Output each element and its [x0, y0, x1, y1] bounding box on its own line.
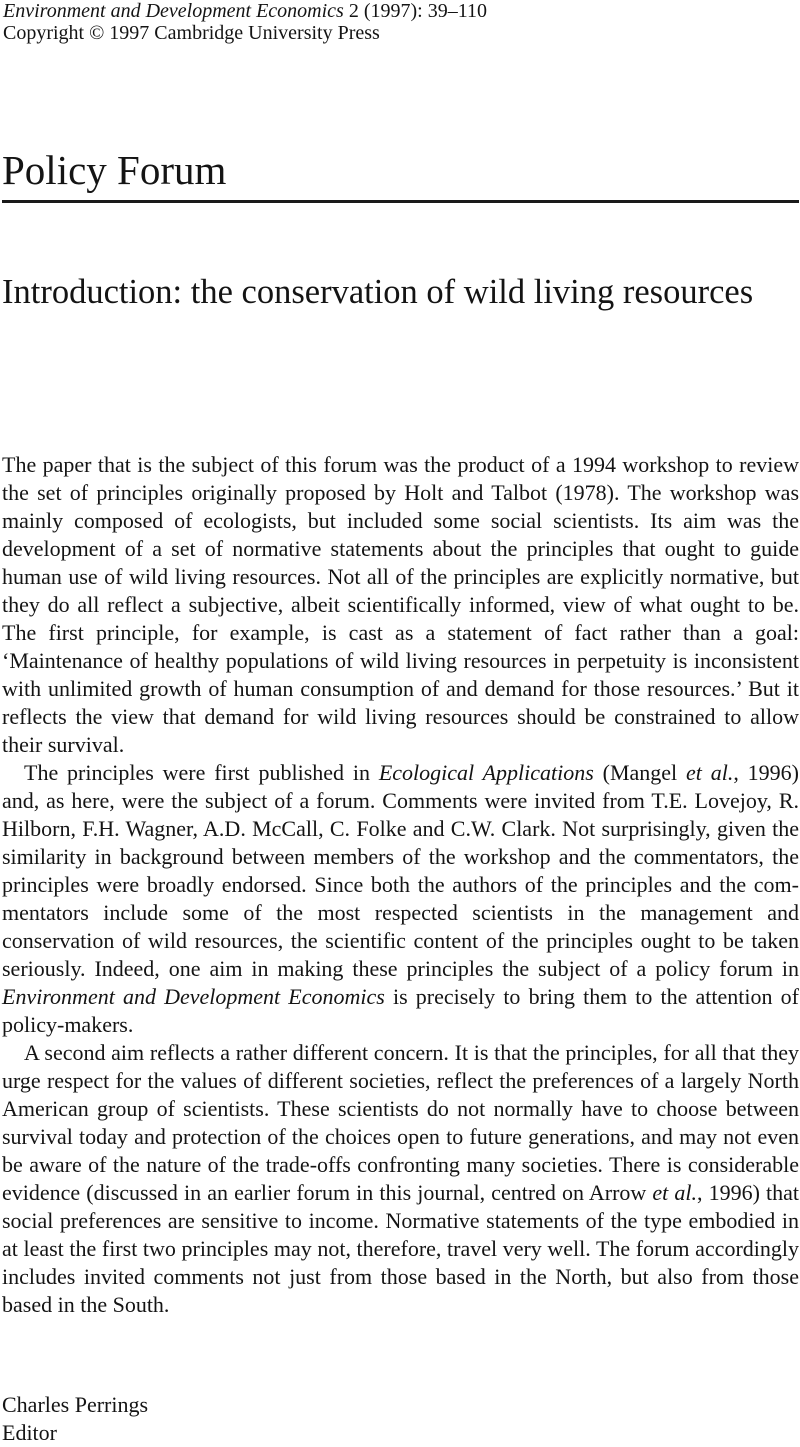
- journal-name: Environment and Development Economics: [3, 0, 344, 22]
- copyright-line: Copyright © 1997 Cambridge University Press: [3, 22, 380, 44]
- et-al: et al.: [686, 760, 734, 785]
- paragraph-2-text: The principles were first published in: [24, 760, 379, 785]
- editor-signature: [2, 1391, 148, 1447]
- journal-title-env-dev-economics: Environment and Development Economics: [2, 984, 385, 1009]
- editor-name: Charles Perrings: [2, 1392, 149, 1417]
- journal-title-ecological-applications: Ecological Applications: [378, 760, 594, 785]
- paragraph-2: [2, 759, 799, 1039]
- paragraph-1: The paper that is the subject of this forum was the product of a 1994 workshop to review the set of principles originally proposed by Holt and Talbot (1978). The workshop was mainly composed of ecologists, but included some social scientists. Its aim was the development of a set of normative statements about the principles that ought to guide human use of wild living resources. Not all of the principles are explicitly normative, but they do all reflect a subjective, albeit scientifically informed, view of what ought to be. The first principle, for example, is cast as a statement of fact rather than a goal: ‘Maintenance of healthy populations of wild living resources in perpetuity is inconsistent with unlimited growth of human consumption of and demand for those resources.’ But it reflects the view that demand for wild living resources should be constrained to allow their survival.: [2, 452, 799, 757]
- et-al: et al.: [652, 1180, 697, 1205]
- article-title: Introduction: the conservation of wild living resources: [2, 273, 754, 311]
- paragraph-3: [2, 1039, 799, 1319]
- article-body: [2, 451, 799, 1319]
- journal-citation: [3, 0, 487, 22]
- paragraph-2-text: (Mangel: [593, 760, 686, 785]
- running-header: [3, 0, 487, 44]
- paragraph-3-text: A second aim reflects a rather different concern. It is that the principles, for all that they urge respect for the values of different societies, reflect the preferences of a largely North American group of scientists. These scientists do not normally have to choose between survival today and protection of the choices open to future generations, and may not even be aware of the nature of the trade-offs confronting many societies. There is considerable evidence (discussed in an earlier forum in this journal, centred on Arrow: [2, 1040, 799, 1205]
- paragraph-2-text: , 1996) and, as here, were the subject of a forum. Comments were invited from T.E. Lovejoy, R. Hilborn, F.H. Wagner, A.D. McCall, C. Folke and C.W. Clark. Not surprisingly, given the similarity in background between members of the workshop and the commentators, the principles were broadly endorsed. Since both the authors of the principles and the commentators include some of the most respected scientists in the management and conservation of wild resources, the scientific content of the principles ought to be taken seriously. Indeed, one aim in making these principles the subject of a policy forum in: [2, 760, 799, 981]
- editor-role: Editor: [2, 1420, 57, 1445]
- section-title: Policy Forum: [2, 147, 227, 193]
- paragraph-2-text: is precisely to bring them to the attention of policy-makers.: [2, 984, 799, 1037]
- paragraph-3-text: , 1996) that social preferences are sensitive to income. Normative statements of the type embodied in at least the first two principles may not, therefore, travel very well. The forum accordingly includes invited comments not just from those based in the North, but also from those based in the South.: [2, 1180, 799, 1317]
- volume-pages: 2 (1997): 39–110: [343, 0, 487, 22]
- section-divider: [2, 200, 799, 203]
